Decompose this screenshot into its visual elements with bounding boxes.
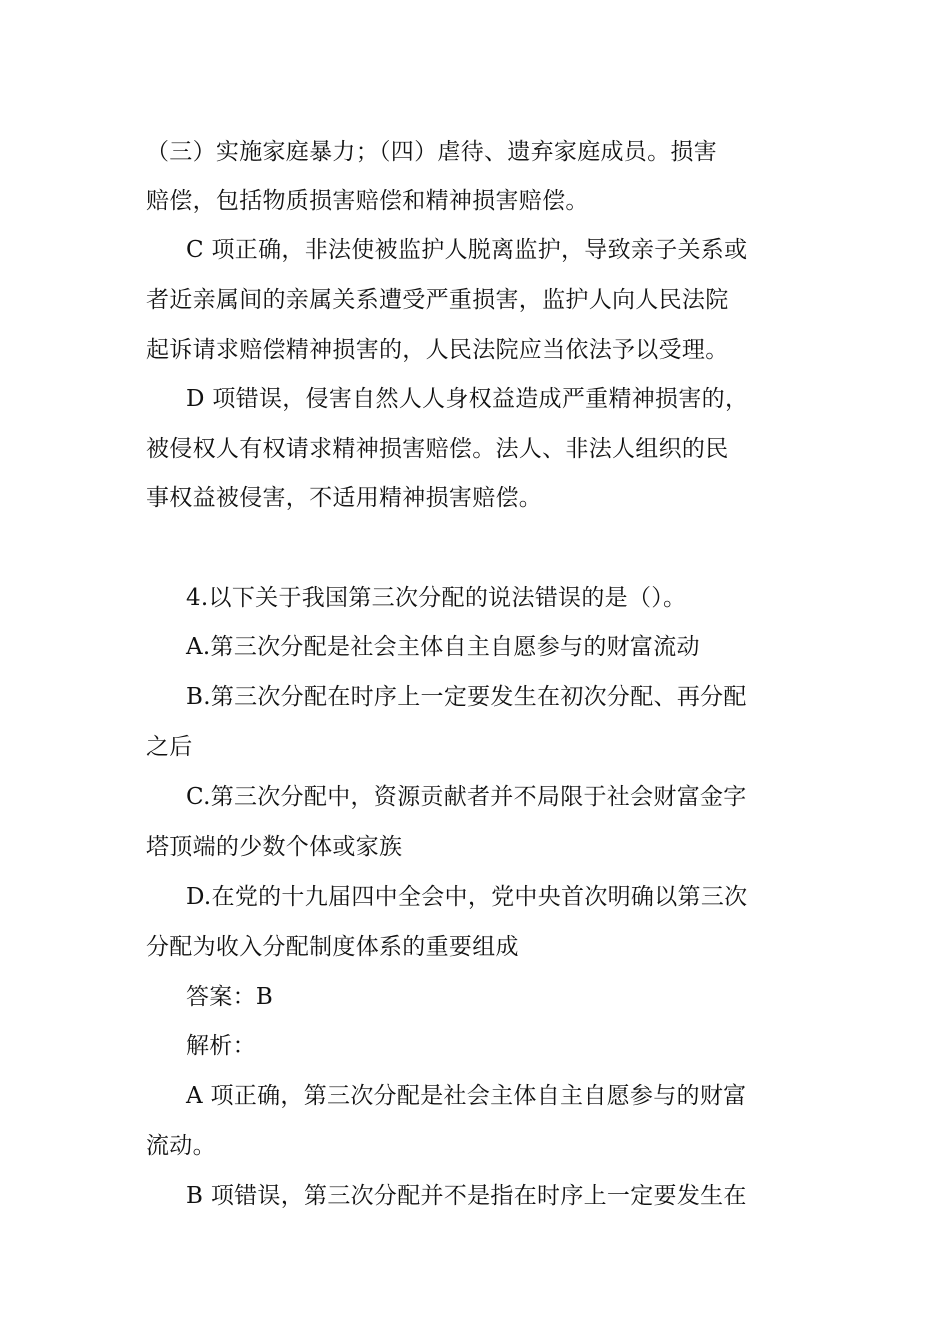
answer-line: 答案：B [186, 984, 274, 1010]
text-line: 赔偿，包括物质损害赔偿和精神损害赔偿。 [146, 188, 589, 214]
text-line: C 项正确，非法使被监护人脱离监护，导致亲子关系或 [186, 237, 748, 263]
option-b: B.第三次分配在时序上一定要发生在初次分配、再分配 [186, 684, 747, 710]
question-line: 4.以下关于我国第三次分配的说法错误的是（）。 [186, 585, 687, 611]
text-line: B 项错误，第三次分配并不是指在时序上一定要发生在 [186, 1183, 747, 1209]
text-line: 起诉请求赔偿精神损害的，人民法院应当依法予以受理。 [146, 337, 729, 363]
option-d: D.在党的十九届四中全会中，党中央首次明确以第三次 [186, 884, 748, 910]
option-b-continued: 之后 [146, 734, 193, 760]
text-line: 者近亲属间的亲属关系遭受严重损害，监护人向人民法院 [146, 287, 729, 313]
option-d-continued: 分配为收入分配制度体系的重要组成 [146, 934, 519, 960]
text-line: 事权益被侵害，不适用精神损害赔偿。 [146, 485, 543, 511]
text-line: A 项正确，第三次分配是社会主体自主自愿参与的财富 [186, 1083, 747, 1109]
option-a: A.第三次分配是社会主体自主自愿参与的财富流动 [186, 634, 700, 660]
text-line: 流动。 [146, 1133, 216, 1159]
text-line: D 项错误，侵害自然人人身权益造成严重精神损害的， [186, 386, 749, 412]
text-line: （三）实施家庭暴力；（四）虐待、遗弃家庭成员。损害 [146, 139, 717, 165]
option-c-continued: 塔顶端的少数个体或家族 [146, 834, 403, 860]
analysis-heading: 解析： [186, 1033, 256, 1059]
option-c: C.第三次分配中，资源贡献者并不局限于社会财富金字 [186, 784, 747, 810]
text-line: 被侵权人有权请求精神损害赔偿。法人、非法人组织的民 [146, 436, 729, 462]
